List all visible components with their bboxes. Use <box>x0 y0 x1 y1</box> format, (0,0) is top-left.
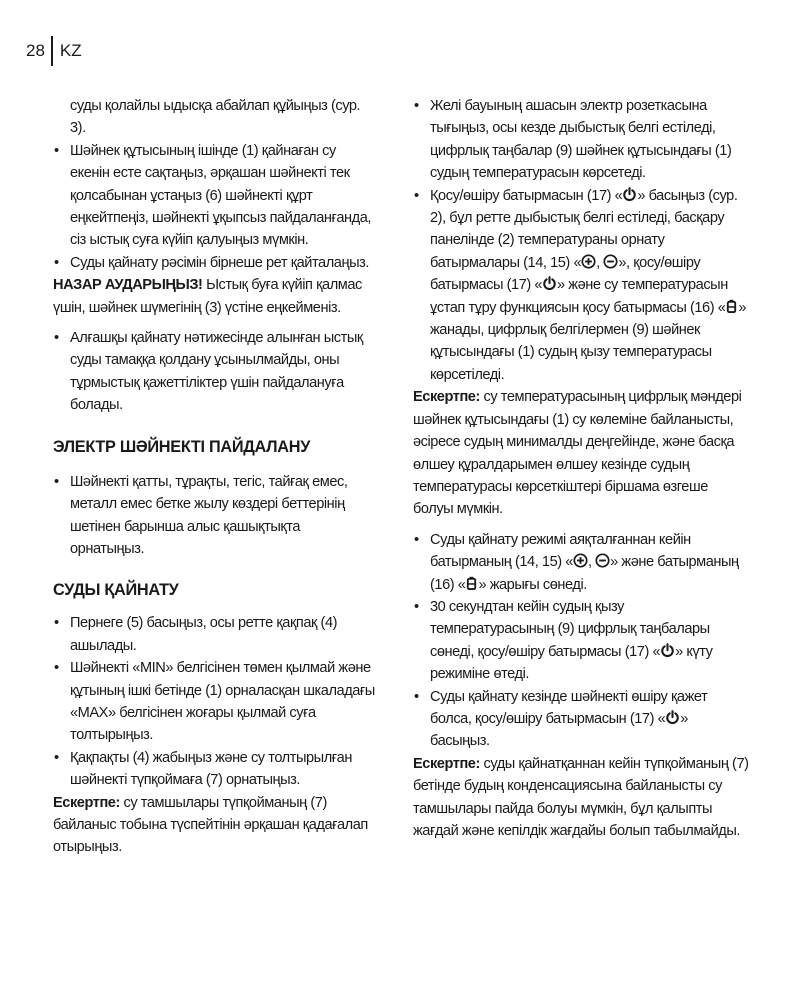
keep-warm-icon <box>465 576 478 591</box>
plus-circle-icon <box>573 553 588 568</box>
list-item: • Суды қайнату кезінде шәйнекті өшіру қажет болса, қосу/өшіру батырмасын (17) « » басыңыз. <box>413 686 749 753</box>
minus-circle-icon <box>595 553 610 568</box>
section-heading-using-kettle: ЭЛЕКТР ШӘЙНЕКТІ ПАЙДАЛАНУ <box>53 437 311 456</box>
power-icon <box>622 187 637 202</box>
list-item: • Қосу/өшіру батырмасын (17) « » басыңыз (сур. 2), бұл ретте дыбыстық белгі естіледі, басқару панелінде (2) температураны орнату батырмалары (14, 15) « , », қосу/өшіру батырмасы (17) « » және су температурасын ұстап тұру функциясын қосу батырмасы (16) « » жанады, цифрлық белгілермен (9) шәйнек құтысындағы (1) судың қызу температурасы көрсетіледі. <box>413 185 749 387</box>
language-code: KZ <box>59 41 82 60</box>
warning-label: НАЗАР АУДАРЫҢЫЗ! <box>53 277 203 294</box>
note-label: Ескертпе: <box>413 755 480 772</box>
page-number: 28 <box>26 41 45 60</box>
note-text: су тамшылары түпқойманың (7) байланыс тобына түспейтінін әрқашан қадағалап отырыңыз. <box>53 794 368 856</box>
right-column <box>413 95 749 842</box>
left-column <box>53 95 375 859</box>
list-item: • Суды қайнату рәсімін бірнеше рет қайталаңыз. <box>53 252 375 274</box>
note-label: Ескертпе: <box>53 794 120 811</box>
page-header <box>26 36 82 66</box>
note-label: Ескертпе: <box>413 389 480 406</box>
list-item: • Қақпақты (4) жабыңыз және су толтырылған шәйнекті түпқоймаға (7) орнатыңыз. <box>53 747 375 792</box>
minus-circle-icon <box>603 254 618 269</box>
note-paragraph <box>413 753 749 843</box>
list-item: • Шәйнек құтысының ішінде (1) қайнаған су екенін есте сақтаңыз, әрқашан шәйнекті тек қолсабынан ұстаңыз (6) шәйнекті құрт еңкейтпеңіз, шәйнекті ұқыпсыз пайдаланғанда, сіз ыстық суға күйіп қалуыңыз мүмкін. <box>53 140 375 252</box>
note-paragraph <box>413 386 749 520</box>
list-item: • Суды қайнату режимі аяқталғаннан кейін батырманың (14, 15) « , » және батырманың (16) « » жарығы сөнеді. <box>413 529 749 596</box>
warning-text: Ыстық буға күйіп қалмас үшін, шәйнек шүмегінің (3) үстіне еңкейменіз. <box>53 277 362 316</box>
plus-circle-icon <box>581 254 596 269</box>
list-item: • Алғашқы қайнату нәтижесінде алынған ыстық суды тамаққа қолдану ұсынылмайды, оны тұрмыстық қажеттіліктер үшін пайдалануға болады. <box>53 327 375 417</box>
section-heading-boiling-water: СУДЫ ҚАЙНАТУ <box>53 581 179 600</box>
warning-paragraph <box>53 274 375 319</box>
power-icon <box>660 643 675 658</box>
list-item: • Желі бауының ашасын электр розеткасына тығыңыз, осы кезде дыбыстық белгі естіледі, цифрлық таңбалар (9) шәйнек құтысындағы (1) судың температурасын көрсетеді. <box>413 95 749 185</box>
note-paragraph <box>53 792 375 859</box>
keep-warm-icon <box>725 299 738 314</box>
continued-text: суды қолайлы ыдысқа абайлап құйыңыз (сур. 3). <box>70 98 361 137</box>
power-icon <box>542 276 557 291</box>
list-item: • 30 секундтан кейін судың қызу температурасының (9) цифрлық таңбалары сөнеді, қосу/өшіру батырмасы (17) « » күту режиміне өтеді. <box>413 596 749 686</box>
note-text: суды қайнатқаннан кейін түпқойманың (7) бетінде будың конденсациясына байланысты су тамшылары пайда болуы мүмкін, бұл қалыпты жағдай және кепілдік жағдайы болып табылмайды. <box>413 755 749 839</box>
list-item: • Пернеге (5) басыңыз, осы ретте қақпақ (4) ашылады. <box>53 612 375 657</box>
list-item: • Шәйнекті қатты, тұрақты, тегіс, тайғақ емес, металл емес бетке жылу көздері беттерінің шетінен барынша алыс қашықтықта орнатыңыз. <box>53 471 375 561</box>
list-item: • Шәйнекті «MIN» белгісінен төмен қылмай және құтының ішкі бетінде (1) орналасқан шкаладағы «MAX» белгісінен жоғары қылмай суға толтырыңыз. <box>53 657 375 747</box>
power-icon <box>665 710 680 725</box>
note-text: су температурасының цифрлық мәндері шәйнек құтысындағы (1) су көлеміне байланысты, әсіресе судың минималды деңгейінде, және басқа өлшеу құралдарымен өлшеу кезінде судың температурасы көрсеткіштері біршама өзгеше болуы мүмкін. <box>413 389 742 518</box>
